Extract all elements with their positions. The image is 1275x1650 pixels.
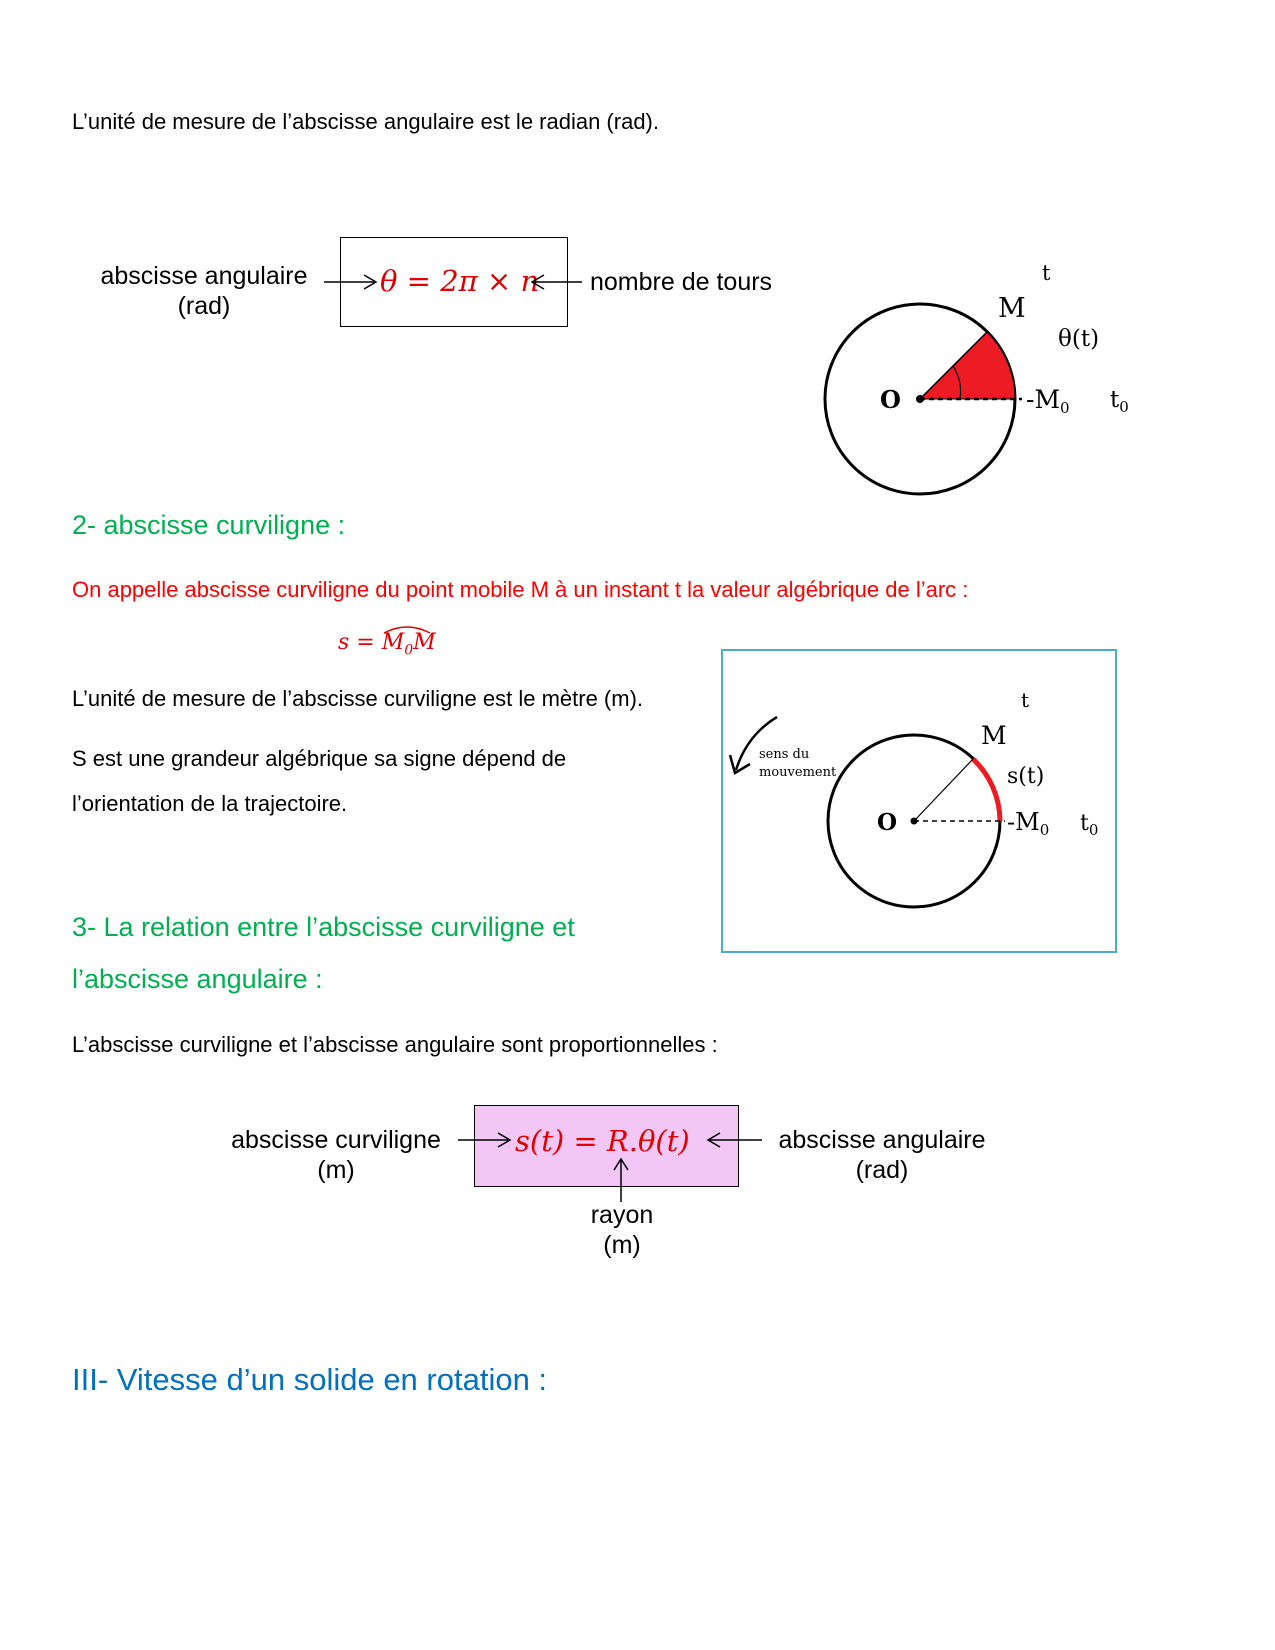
section2-definition: On appelle abscisse curviligne du point mobile M à un instant t la valeur algébrique de l’arc :	[72, 577, 969, 602]
formula1-right-label: nombre de tours	[590, 268, 773, 296]
formula2-left-label-2: (m)	[317, 1156, 355, 1184]
formula1-expression: θ = 2π × n	[380, 264, 540, 298]
formula1-left-label-1: abscisse angulaire	[100, 262, 308, 290]
fig1-t-label: t	[1042, 261, 1051, 285]
arc-hat-icon	[382, 624, 432, 634]
fig2-m0-label: $-M_0$	[1007, 808, 1050, 839]
formula-s-part: s =	[338, 630, 382, 655]
formula2-right-label-2: (rad)	[855, 1156, 909, 1184]
section3-statement: L’abscisse curviligne et l’abscisse angulaire sont proportionnelles :	[72, 1032, 718, 1057]
fig2-center-dot	[911, 818, 918, 825]
section2-formula-arc	[338, 630, 436, 658]
formula1-left-label-2: (rad)	[177, 292, 231, 320]
section2-heading: 2- abscisse curviligne :	[72, 510, 346, 540]
formula2-left-label-1: abscisse curviligne	[231, 1126, 441, 1154]
formula2-expression: s(t) = R.θ(t)	[515, 1124, 690, 1158]
fig1-theta-label: θ(t)	[1058, 326, 1100, 352]
formula-arc-m: M	[381, 630, 405, 655]
figure-curvilinear-abscissa	[723, 651, 1115, 951]
fig2-s-label: s(t)	[1007, 764, 1045, 789]
formula1-left-label	[86, 261, 322, 321]
formula2-up-arrow	[608, 1156, 634, 1204]
fig2-t0-label: $t_0$	[1080, 811, 1099, 839]
formula-arc-m2: M	[413, 630, 436, 655]
section2-sign-line2: l’orientation de la trajectoire.	[72, 791, 348, 816]
formula2-left-arrow	[456, 1128, 516, 1152]
fig1-o-label: O	[880, 385, 901, 414]
fig1-center-dot	[916, 395, 924, 403]
fig2-sens-line2: mouvement	[759, 765, 837, 780]
fig2-red-arc	[973, 759, 1000, 821]
formula1-right-arrow	[530, 270, 584, 294]
section-iii-heading: III- Vitesse d’un solide en rotation :	[72, 1362, 548, 1397]
fig2-sens-line1: sens du	[759, 747, 810, 762]
formula2-bottom-label-2: (m)	[603, 1231, 641, 1259]
fig1-m0-label: $-M_0$	[1026, 385, 1070, 417]
formula2-left-label	[216, 1125, 456, 1185]
fig2-o-label: O	[877, 809, 898, 836]
section2-unit: L’unité de mesure de l’abscisse curviligne est le mètre (m).	[72, 686, 644, 711]
section2-sign-line1: S est une grandeur algébrique sa signe dépend de	[72, 746, 567, 771]
fig1-m-label: M	[998, 293, 1026, 324]
formula2-right-arrow	[706, 1128, 764, 1152]
formula1-left-arrow	[322, 270, 384, 294]
formula2-bottom-label	[560, 1200, 684, 1260]
formula-arc-m0m	[382, 630, 436, 658]
section3-heading-line2: l’abscisse angulaire :	[72, 964, 323, 994]
formula2-right-label-1: abscisse angulaire	[778, 1126, 986, 1154]
fig2-m-label: M	[981, 721, 1007, 750]
section3-heading-line1: 3- La relation entre l’abscisse curviligne et	[72, 912, 575, 942]
fig2-t-label: t	[1021, 688, 1030, 712]
figure-angular-abscissa	[800, 250, 1160, 505]
direction-arrow-icon	[736, 717, 777, 770]
formula2-bottom-label-1: rayon	[590, 1201, 654, 1229]
fig1-angle-sector	[920, 332, 1015, 399]
formula2-right-label	[764, 1125, 1000, 1185]
fig1-t0-label: $t_0$	[1110, 387, 1129, 416]
intro-unit-angular: L’unité de mesure de l’abscisse angulaire est le radian (rad).	[72, 109, 659, 134]
formula-arc-sub: 0	[404, 642, 414, 659]
fig2-radius-om	[914, 759, 973, 821]
figure-curvilinear-frame	[721, 649, 1117, 953]
